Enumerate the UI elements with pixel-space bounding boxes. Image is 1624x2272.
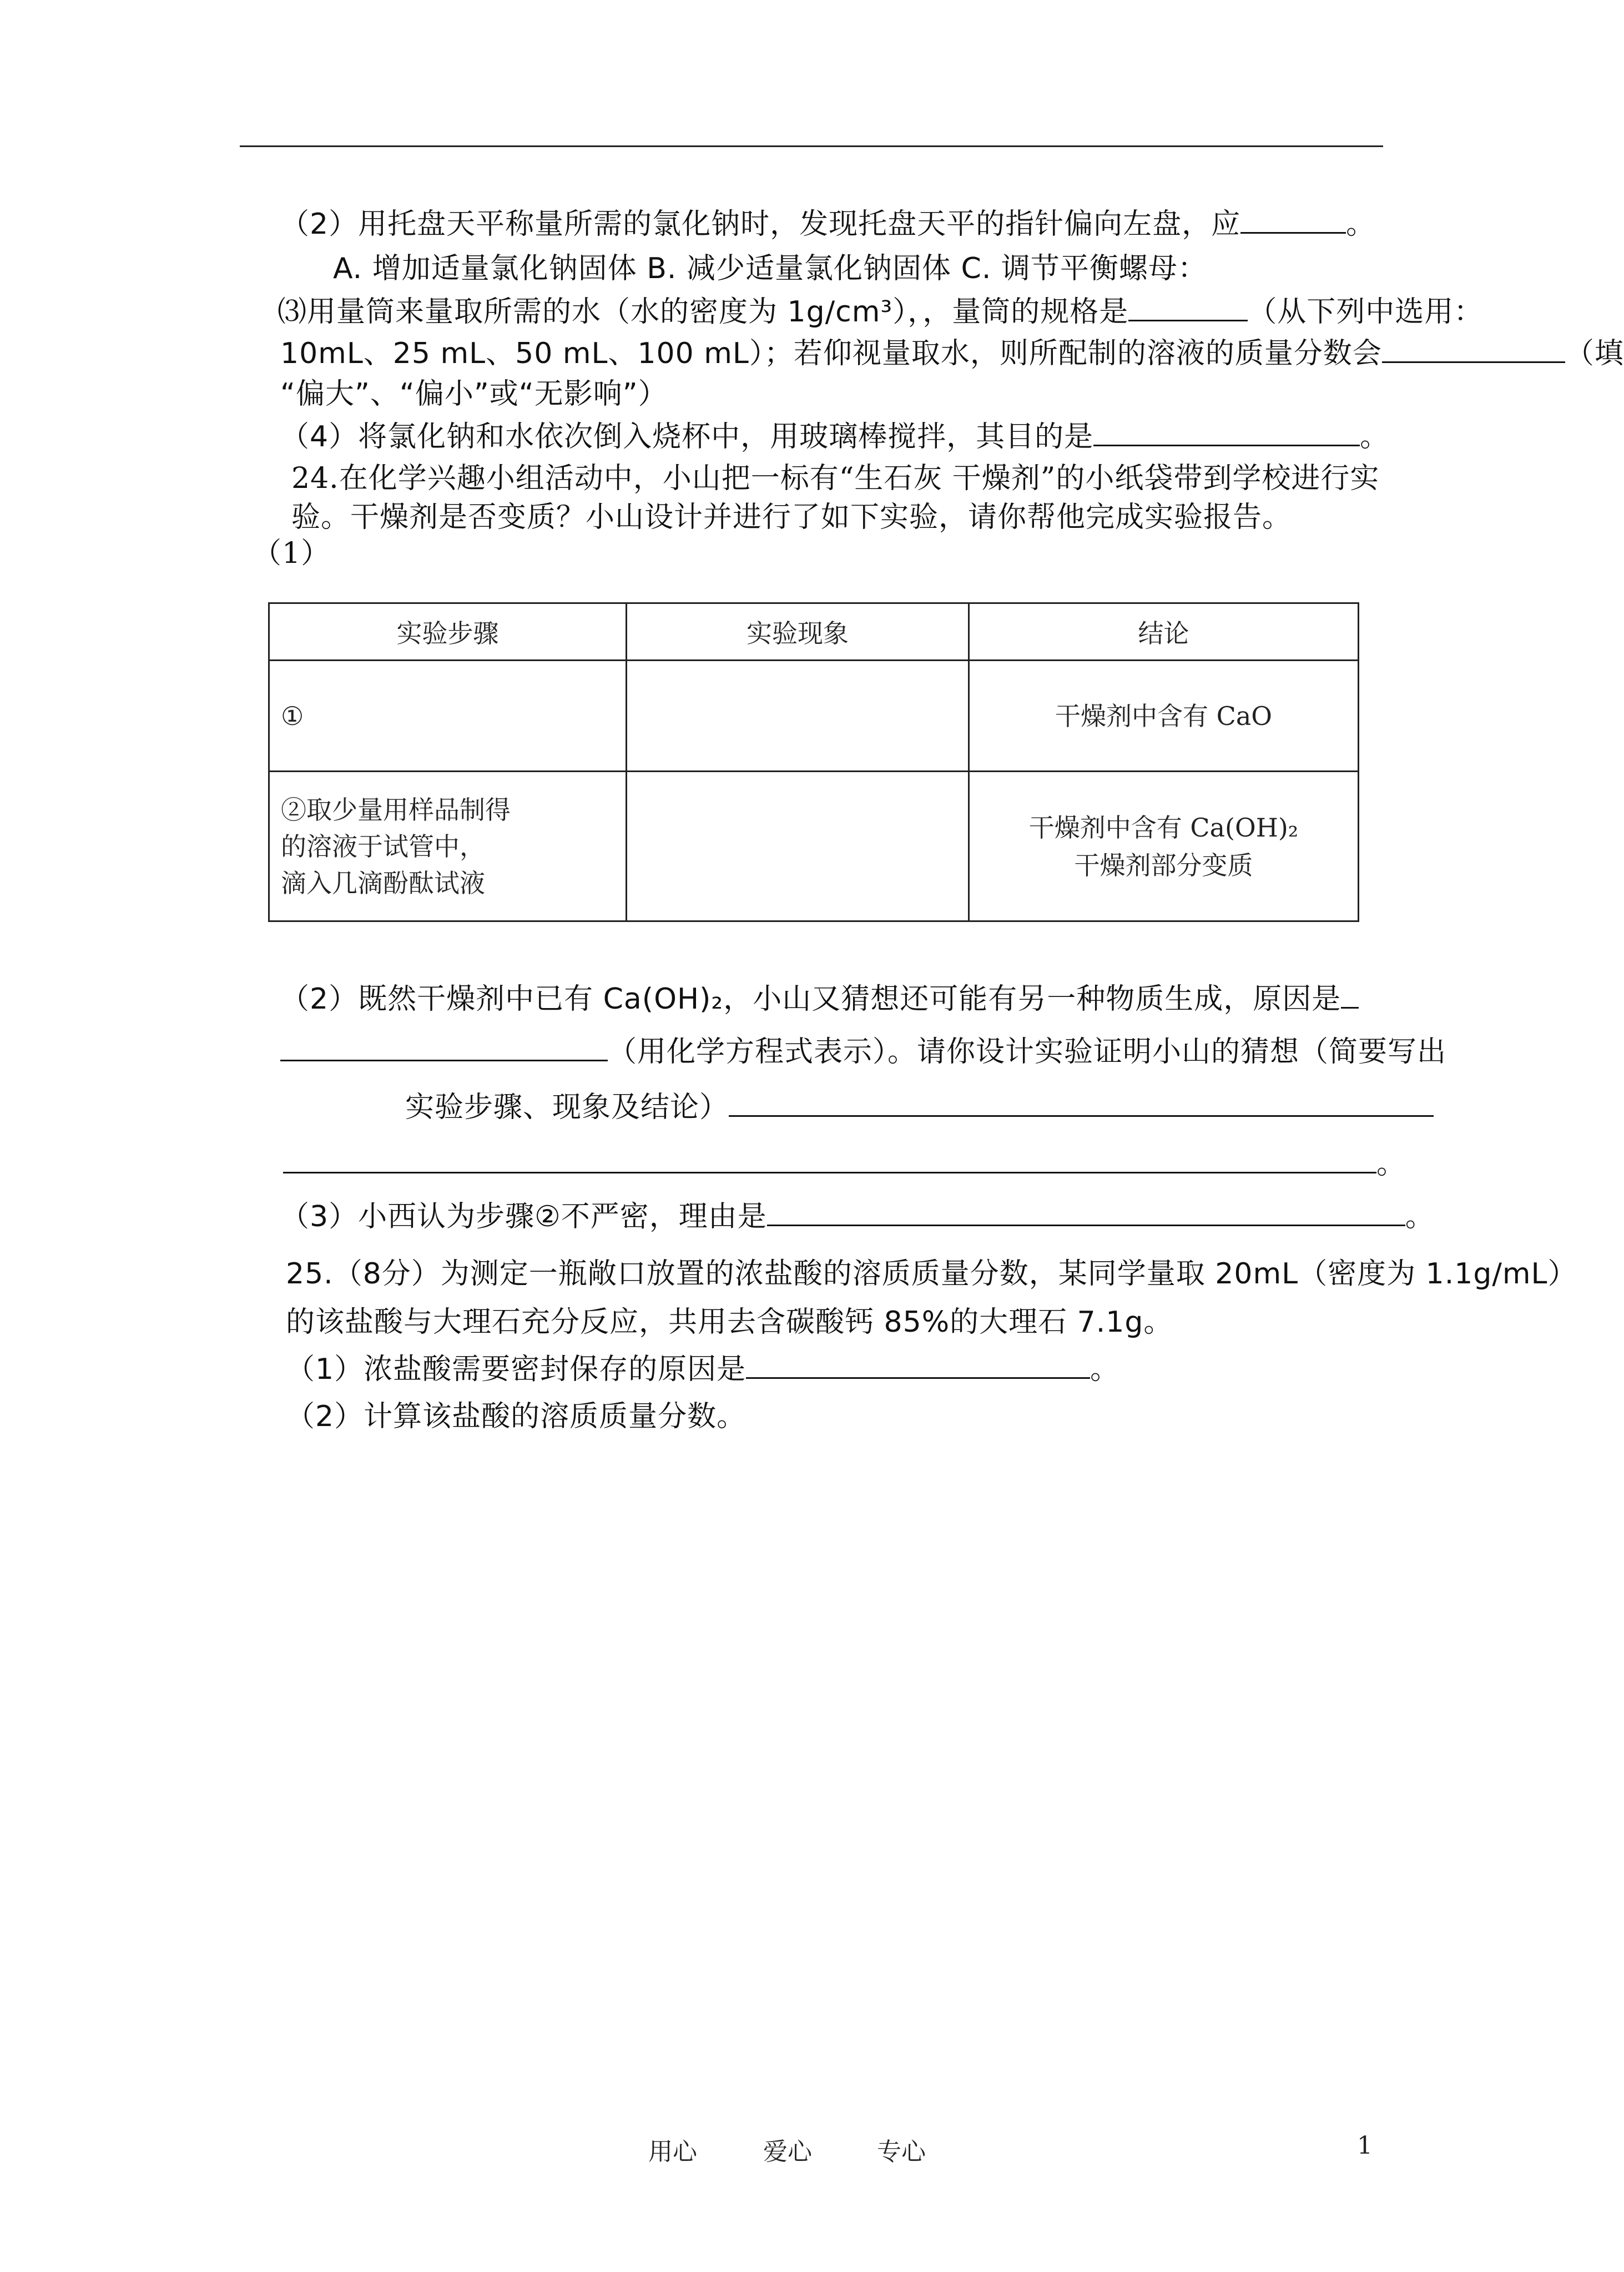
q2-end: 。: [1346, 208, 1376, 241]
table-header-phenomenon: 实验现象: [627, 603, 969, 661]
q24-sub1-label: （1）: [253, 537, 331, 570]
footer-motto-2: 爱心: [763, 2138, 812, 2166]
q3-end-2: （填: [1565, 337, 1624, 370]
q2-line1: [280, 206, 1375, 242]
q24-sub3-text: （3）小西认为步骤②不严密，理由是: [280, 1200, 767, 1233]
row2-conclusion: [969, 772, 1359, 921]
q25-line2: 的该盐酸与大理石充分反应，共用去含碳酸钙 85%的大理石 7.1g。: [286, 1306, 1173, 1339]
q3-line3: “偏大”、“偏小”或“无影响”）: [280, 377, 668, 411]
q4-line: [280, 419, 1389, 455]
table-header-row: [269, 603, 1359, 661]
row1-conclusion: 干燥剂中含有 CaO: [969, 661, 1359, 772]
table-row: [269, 772, 1359, 921]
q24-sub2-end: 。: [1376, 1147, 1406, 1181]
row2-conclusion-line: 干燥剂部分变质: [1074, 850, 1253, 880]
answer-blank-q25-1[interactable]: [746, 1352, 1090, 1379]
q25-sub1-end: 。: [1090, 1353, 1120, 1386]
row2-conclusion-line: 干燥剂中含有 Ca(OH)₂: [1028, 812, 1299, 843]
answer-blank-q24-2c[interactable]: [729, 1090, 1434, 1117]
answer-blank-q4[interactable]: [1093, 419, 1360, 446]
experiment-table: [268, 602, 1359, 922]
q24-sub3-end: 。: [1405, 1200, 1435, 1233]
q24-line1: 24.在化学兴趣小组活动中，小山把一标有“生石灰 干燥剂”的小纸袋带到学校进行实: [291, 462, 1380, 495]
row2-phenomenon-cell[interactable]: [627, 772, 969, 921]
q3-text-2: 10mL、25 mL、50 mL、100 mL）；若仰视量取水，则所配制的溶液的质量分数会: [280, 337, 1382, 370]
q24-sub3-line: [280, 1199, 1435, 1235]
q24-sub2-text-1: （2）既然干燥剂中已有 Ca(OH)₂，小山又猜想还可能有另一种物质生成，原因是: [280, 983, 1341, 1016]
q24-line2: 验。干燥剂是否变质？小山设计并进行了如下实验，请你帮他完成实验报告。: [291, 501, 1292, 534]
q25-sub1-text: （1）浓盐酸需要密封保存的原因是: [286, 1353, 747, 1386]
answer-blank-q24-2b[interactable]: [280, 1034, 608, 1061]
q24-sub2-text-3: 实验步骤、现象及结论）: [405, 1091, 729, 1124]
table-header-conclusion: 结论: [969, 603, 1359, 661]
q24-sub2-line2: [280, 1034, 1446, 1070]
q2-text: （2）用托盘天平称量所需的氯化钠时，发现托盘天平的指针偏向左盘，应: [280, 208, 1241, 241]
footer-motto-1: 用心: [648, 2138, 697, 2166]
q4-text: （4）将氯化钠和水依次倒入烧杯中，用玻璃棒搅拌，其目的是: [280, 420, 1094, 454]
row2-step: [269, 772, 627, 921]
page-number: 1: [1357, 2132, 1373, 2160]
q24-sub2-line4: [283, 1146, 1406, 1182]
q3-end-1: （从下列中选用：: [1248, 295, 1484, 329]
q2-options: A. 增加适量氯化钠固体 B. 减少适量氯化钠固体 C. 调节平衡螺母：: [333, 252, 1207, 285]
row2-step-line: ②取少量用样品制得: [281, 794, 511, 825]
answer-blank-q24-3[interactable]: [767, 1199, 1405, 1226]
row2-step-line: 的溶液于试管中，: [281, 831, 485, 862]
q25-sub2-line: （2）计算该盐酸的溶质质量分数。: [286, 1400, 747, 1433]
row1-step: ①: [269, 661, 627, 772]
q3-text-1: ⑶用量筒来量取所需的水（水的密度为 1g/cm³），，量筒的规格是: [278, 295, 1129, 329]
row1-phenomenon-cell[interactable]: [627, 661, 969, 772]
answer-blank-q3b[interactable]: [1382, 336, 1565, 363]
table-header-step: 实验步骤: [269, 603, 627, 661]
q3-line2: [280, 336, 1624, 371]
q24-sub2-line3: [405, 1090, 1434, 1125]
q24-sub2-line1: [280, 981, 1359, 1017]
table-row: [269, 661, 1359, 772]
footer-motto-3: 专心: [877, 2138, 926, 2166]
answer-blank-q3a[interactable]: [1128, 294, 1248, 321]
q25-sub1-line: [286, 1352, 1119, 1387]
q4-end: 。: [1360, 420, 1390, 454]
answer-blank-q24-2a[interactable]: [1341, 981, 1359, 1009]
header-rule: [240, 145, 1383, 147]
q25-line1: 25.（8分）为测定一瓶敞口放置的浓盐酸的溶质质量分数，某同学量取 20mL（密度为 1.1g/mL）: [286, 1257, 1577, 1291]
q24-sub2-text-2: （用化学方程式表示）。请你设计实验证明小山的猜想（简要写出: [608, 1035, 1447, 1069]
answer-blank-q24-2d[interactable]: [283, 1146, 1376, 1173]
q3-line1: [278, 294, 1483, 330]
row2-step-line: 滴入几滴酚酞试液: [281, 868, 485, 898]
answer-blank-q2[interactable]: [1240, 206, 1346, 234]
